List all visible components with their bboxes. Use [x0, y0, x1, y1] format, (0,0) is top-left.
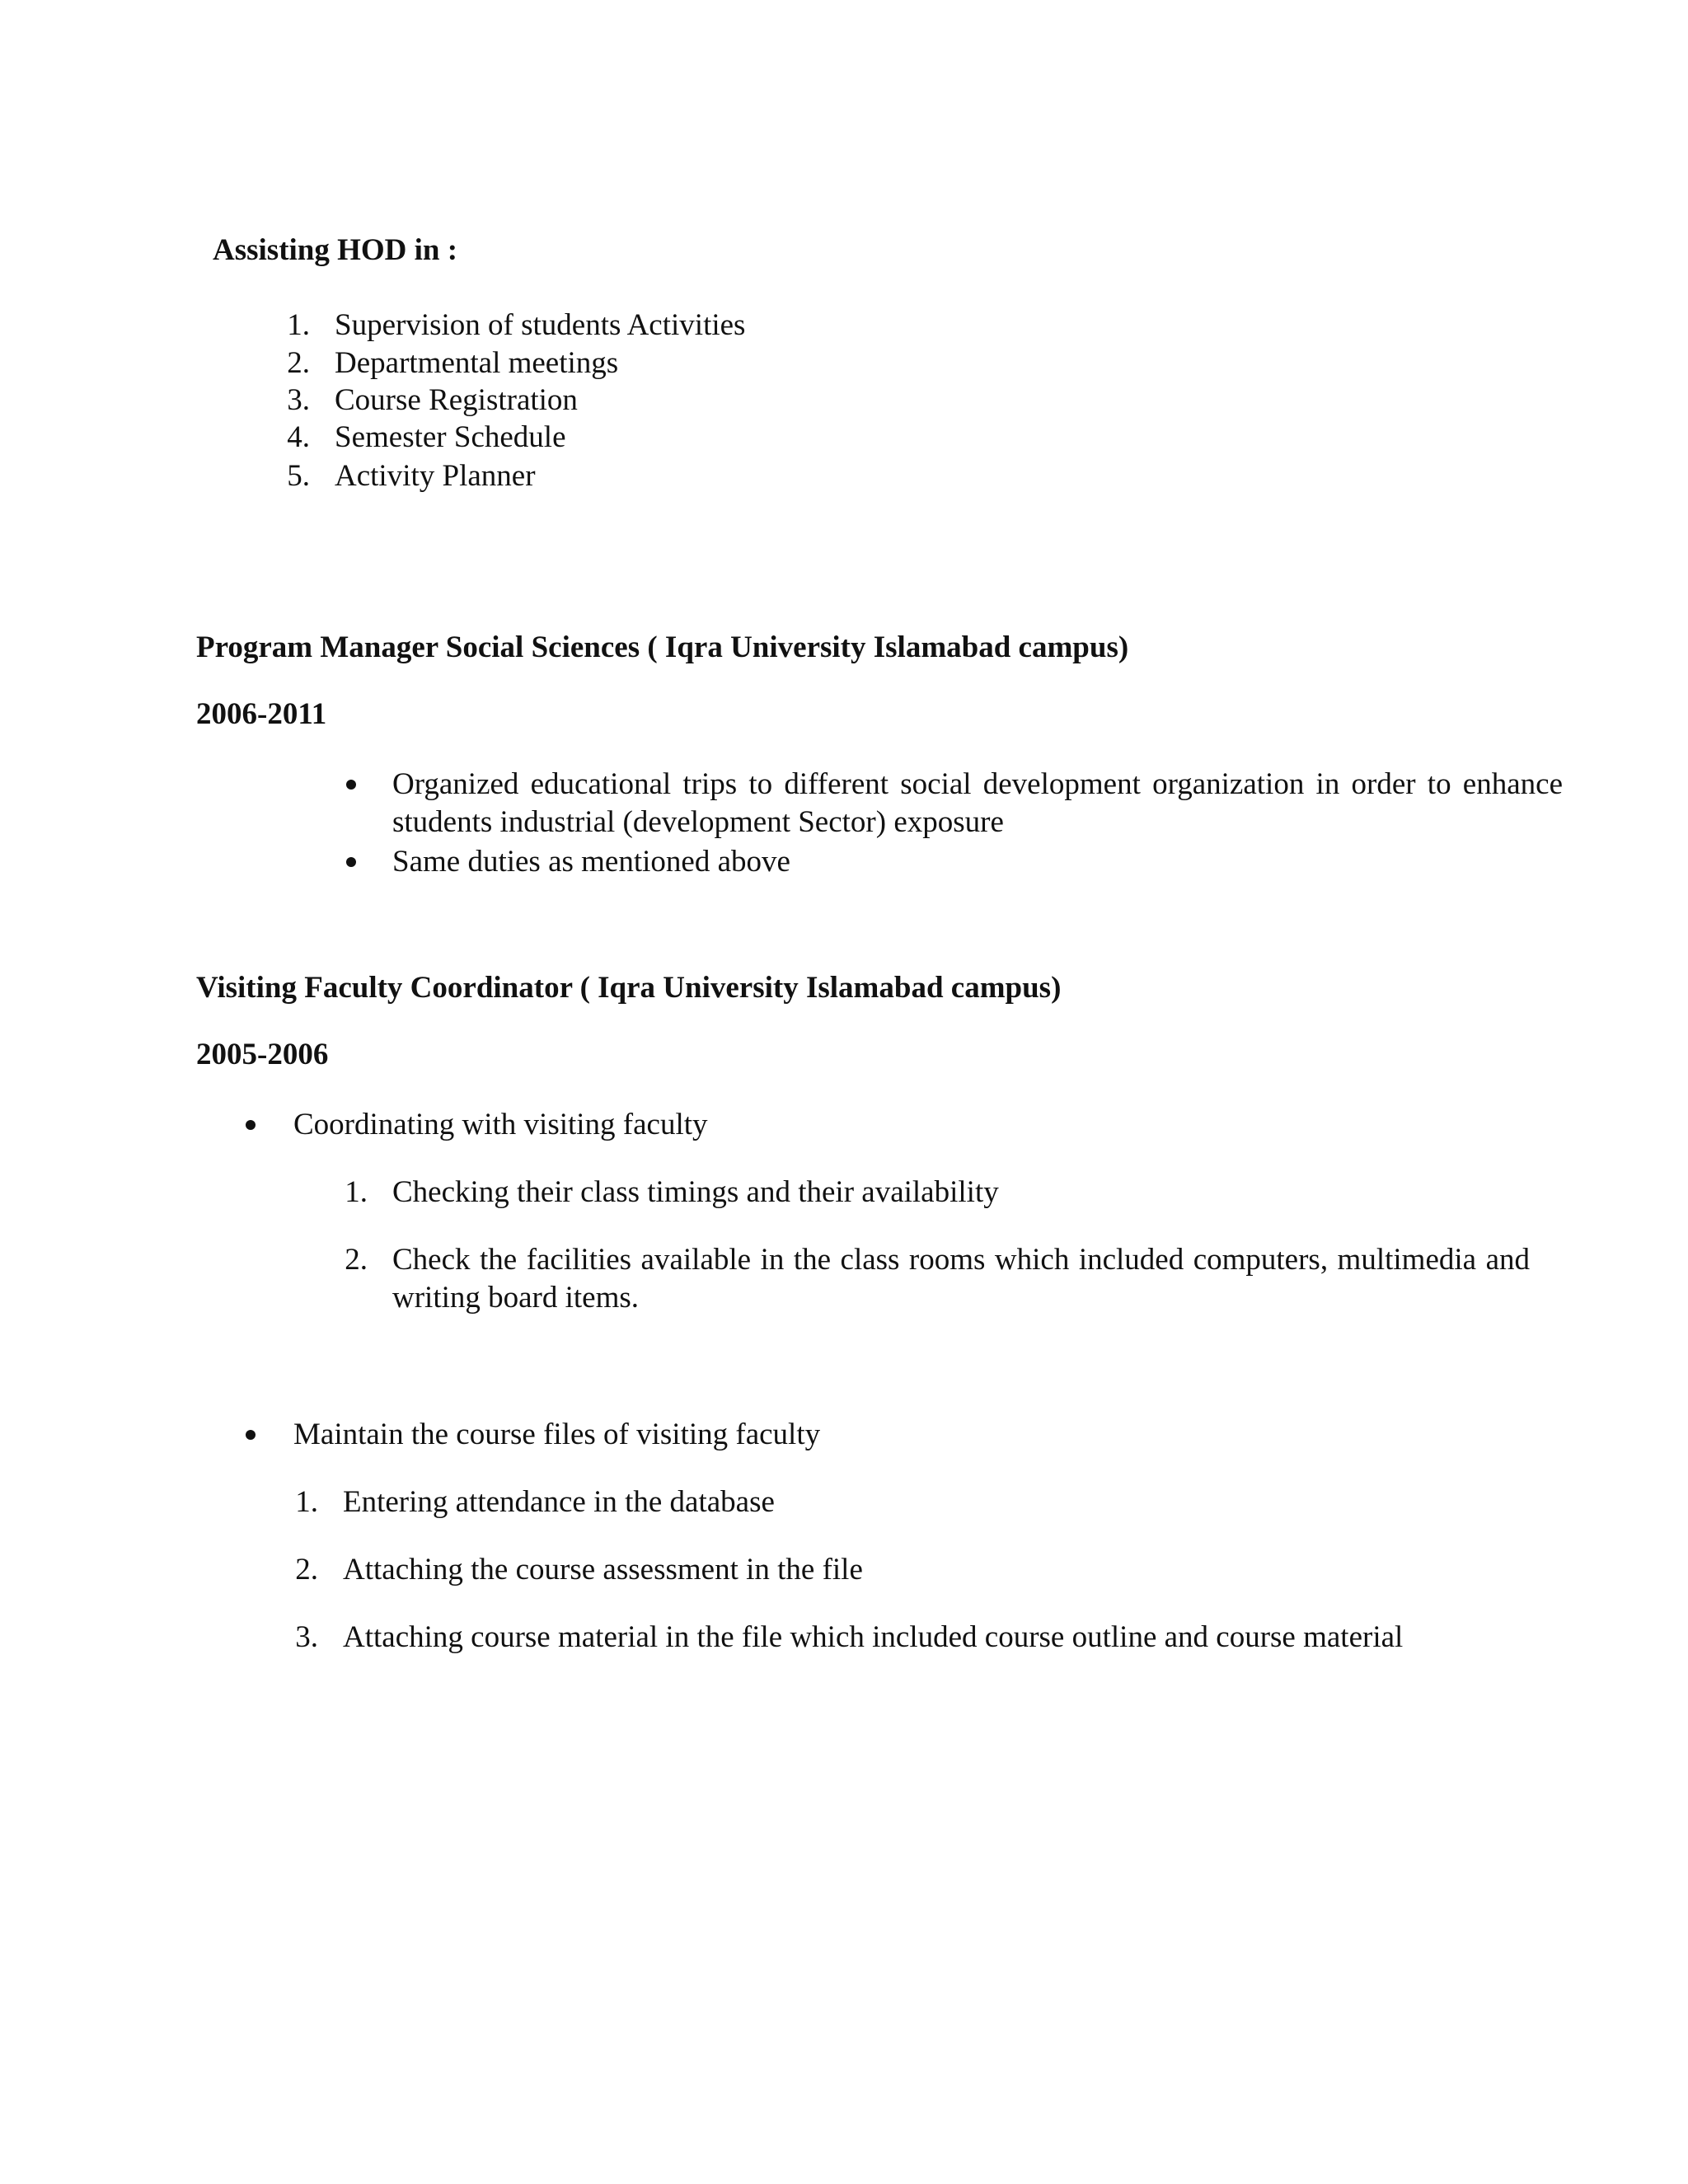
list-number: 2.	[287, 346, 310, 380]
bullet-item: Organized educational trips to different social development organization in order to enhance students industrial (development Sector) exposure	[392, 767, 1563, 839]
list-item: Supervision of students Activities	[335, 308, 746, 342]
list-number: 4.	[287, 420, 310, 454]
hod-heading: Assisting HOD in :	[213, 233, 458, 267]
list-item: Entering attendance in the database	[343, 1485, 775, 1519]
list-number: 1.	[345, 1175, 368, 1209]
list-number: 3.	[287, 383, 310, 417]
bullet-icon	[346, 857, 356, 867]
visiting-faculty-years: 2005-2006	[196, 1038, 329, 1071]
list-item: Attaching the course assessment in the file	[343, 1553, 863, 1586]
bullet-icon	[346, 780, 356, 790]
list-item: Semester Schedule	[335, 420, 566, 454]
list-number: 3.	[295, 1620, 318, 1654]
bullet-icon	[246, 1120, 256, 1130]
list-number: 1.	[295, 1485, 318, 1519]
bullet-icon	[246, 1430, 256, 1440]
list-item: Attaching course material in the file which included course outline and course material	[343, 1620, 1404, 1654]
list-number: 1.	[287, 308, 310, 342]
list-number: 5.	[287, 459, 310, 493]
program-manager-title: Program Manager Social Sciences ( Iqra University Islamabad campus)	[196, 630, 1129, 664]
list-item: Departmental meetings	[335, 346, 619, 380]
list-number: 2.	[295, 1553, 318, 1586]
list-item: Course Registration	[335, 383, 578, 417]
program-manager-years: 2006-2011	[196, 697, 327, 731]
visiting-faculty-title: Visiting Faculty Coordinator ( Iqra University Islamabad campus)	[196, 971, 1062, 1005]
list-item: Check the facilities available in the class rooms which included computers, multimedia and writing board items.	[392, 1243, 1530, 1315]
list-item: Checking their class timings and their availability	[392, 1175, 999, 1209]
bullet-item: Same duties as mentioned above	[392, 845, 790, 879]
bullet-item: Maintain the course files of visiting faculty	[293, 1418, 821, 1451]
list-item: Activity Planner	[335, 459, 536, 493]
bullet-item: Coordinating with visiting faculty	[293, 1108, 708, 1141]
list-number: 2.	[345, 1243, 368, 1277]
